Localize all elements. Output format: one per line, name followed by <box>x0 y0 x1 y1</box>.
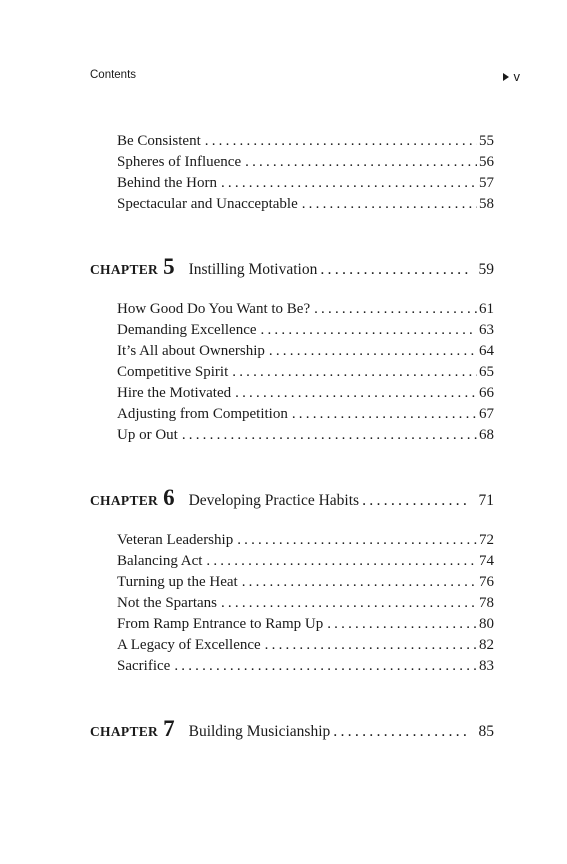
toc-entry-page: 76 <box>479 574 494 590</box>
toc-entry[interactable] <box>117 301 494 321</box>
toc-entry[interactable] <box>117 175 494 195</box>
leader-dots <box>314 301 477 318</box>
toc-entry-title: Spectacular and Unacceptable <box>117 196 298 212</box>
toc-entry[interactable] <box>117 637 494 657</box>
toc-entry-page: 63 <box>479 322 494 338</box>
chapter-number: 7 <box>163 716 175 741</box>
leader-dots <box>174 658 477 675</box>
toc-entry-page: 72 <box>479 532 494 548</box>
toc-entry-title: Competitive Spirit <box>117 364 229 380</box>
toc-entry-title: Hire the Motivated <box>117 385 232 401</box>
triangle-right-icon <box>503 73 509 81</box>
leader-dots <box>269 343 477 360</box>
toc-entry[interactable] <box>117 343 494 363</box>
toc-entry-page: 78 <box>479 595 494 611</box>
toc-entry[interactable] <box>117 196 494 216</box>
chapter-heading-6[interactable] <box>90 485 494 511</box>
toc-entry[interactable] <box>117 385 494 405</box>
chapter-label: CHAPTER <box>90 493 159 508</box>
toc-entry[interactable] <box>117 616 494 636</box>
leader-dots <box>237 532 477 549</box>
page-header <box>90 69 520 85</box>
toc-entry-page: 66 <box>479 385 494 401</box>
chapter-title: Building Musicianship <box>188 723 331 740</box>
toc-entry-title: Not the Spartans <box>117 595 217 611</box>
leader-dots <box>362 492 470 510</box>
leader-dots <box>292 406 477 423</box>
toc-entry-title: Sacrifice <box>117 658 171 674</box>
toc-entry[interactable] <box>117 595 494 615</box>
chapter-label: CHAPTER <box>90 262 159 277</box>
toc-entry-page: 58 <box>479 196 494 212</box>
chapter-title: Instilling Motivation <box>188 261 318 278</box>
toc-entry-page: 64 <box>479 343 494 359</box>
toc-entry[interactable] <box>117 406 494 426</box>
chapter-page: 85 <box>478 723 494 740</box>
toc-entry-page: 67 <box>479 406 494 422</box>
chapter-number: 5 <box>163 254 175 279</box>
leader-dots <box>232 364 477 381</box>
toc-entry-page: 80 <box>479 616 494 632</box>
toc-entry[interactable] <box>117 658 494 678</box>
leader-dots <box>182 427 477 444</box>
leader-dots <box>235 385 477 402</box>
toc-entry[interactable] <box>117 532 494 552</box>
toc-entry-title: It’s All about Ownership <box>117 343 265 359</box>
chapter-number: 6 <box>163 485 175 510</box>
toc-entry-page: 57 <box>479 175 494 191</box>
toc-entry[interactable] <box>117 427 494 447</box>
chapter-page: 59 <box>478 261 494 278</box>
leader-dots <box>221 595 477 612</box>
chapter-heading-5[interactable] <box>90 254 494 280</box>
leader-dots <box>245 154 477 171</box>
toc-entry-page: 65 <box>479 364 494 380</box>
leader-dots <box>333 723 470 741</box>
leader-dots <box>302 196 477 213</box>
toc-entry[interactable] <box>117 553 494 573</box>
toc-entry-title: Turning up the Heat <box>117 574 238 590</box>
leader-dots <box>327 616 477 633</box>
toc-entry[interactable] <box>117 133 494 153</box>
leader-dots <box>206 553 477 570</box>
toc-entry-title: How Good Do You Want to Be? <box>117 301 311 317</box>
leader-dots <box>242 574 477 591</box>
leader-dots <box>320 261 470 279</box>
page-number <box>503 69 521 84</box>
toc-entry-page: 74 <box>479 553 494 569</box>
toc-entry-title: From Ramp Entrance to Ramp Up <box>117 616 324 632</box>
toc-entry-page: 83 <box>479 658 494 674</box>
toc-entry-page: 61 <box>479 301 494 317</box>
leader-dots <box>205 133 477 150</box>
toc-entry-page: 68 <box>479 427 494 443</box>
leader-dots <box>221 175 477 192</box>
toc-entry-title: Be Consistent <box>117 133 201 149</box>
chapter-title: Developing Practice Habits <box>188 492 360 509</box>
toc-entry[interactable] <box>117 154 494 174</box>
toc-entry[interactable] <box>117 322 494 342</box>
toc-entry-title: Demanding Excellence <box>117 322 257 338</box>
toc-entry-title: Balancing Act <box>117 553 203 569</box>
leader-dots <box>265 637 477 654</box>
chapter-label: CHAPTER <box>90 724 159 739</box>
toc-entry-title: Adjusting from Competition <box>117 406 288 422</box>
toc-entry-title: Spheres of Influence <box>117 154 242 170</box>
toc-entry-page: 56 <box>479 154 494 170</box>
toc-entry-page: 82 <box>479 637 494 653</box>
chapter-heading-7[interactable] <box>90 716 494 742</box>
running-head-title: Contents <box>90 69 137 81</box>
chapter-page: 71 <box>478 492 494 509</box>
leader-dots <box>261 322 477 339</box>
page-number-value: v <box>513 69 520 84</box>
toc-entry[interactable] <box>117 364 494 384</box>
toc-entry-title: Veteran Leadership <box>117 532 234 548</box>
toc-entry-title: Up or Out <box>117 427 178 443</box>
toc-entry-title: Behind the Horn <box>117 175 217 191</box>
toc-entry[interactable] <box>117 574 494 594</box>
toc-entry-page: 55 <box>479 133 494 149</box>
toc-entry-title: A Legacy of Excellence <box>117 637 261 653</box>
